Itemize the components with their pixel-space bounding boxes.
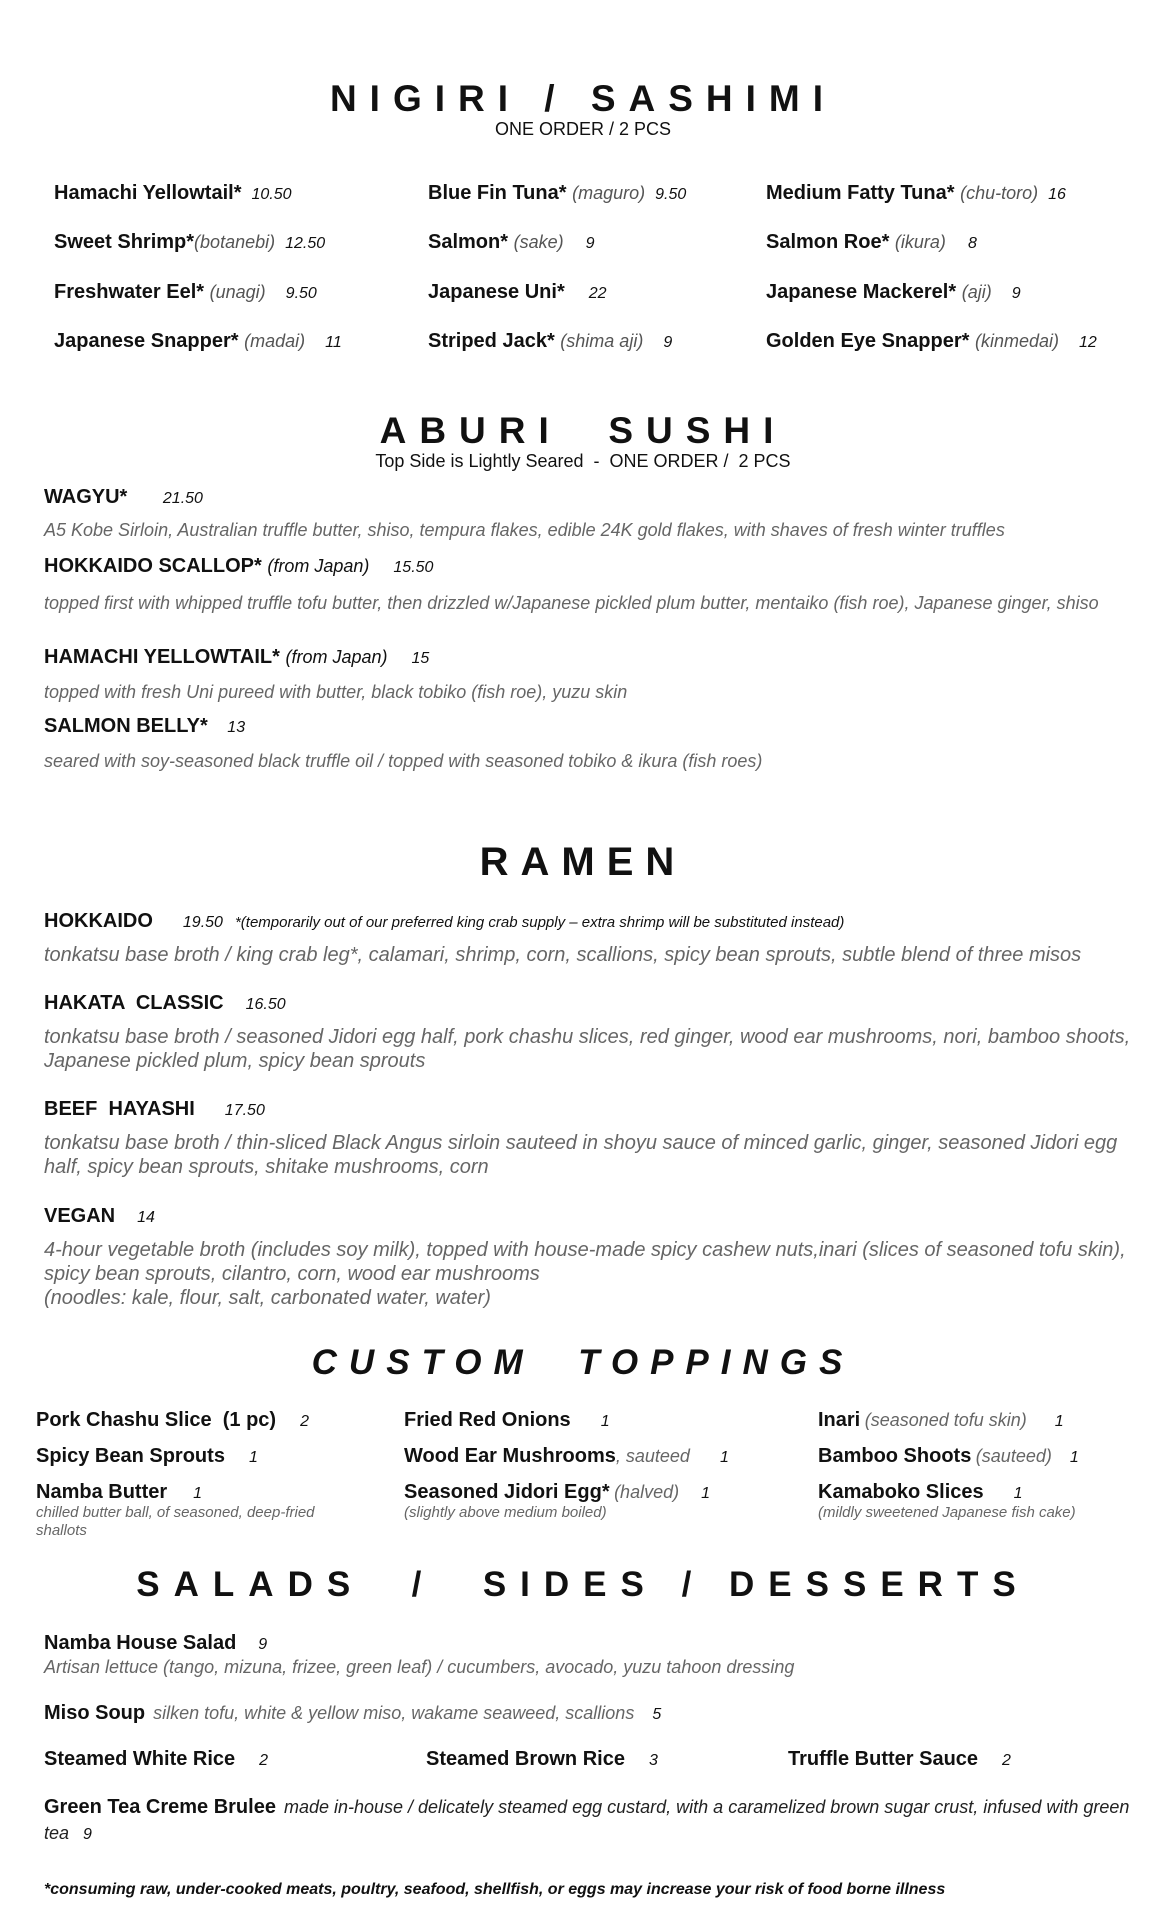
nigiri-item: Medium Fatty Tuna* (chu-toro) 16 bbox=[766, 182, 1066, 204]
topping-item: Inari (seasoned tofu skin) 1 bbox=[818, 1409, 1064, 1431]
topping-item: Bamboo Shoots (sauteed) 1 bbox=[818, 1445, 1079, 1467]
nigiri-item: Sweet Shrimp*(botanebi) 12.50 bbox=[54, 231, 326, 253]
topping-item: Kamaboko Slices 1 (mildly sweetened Japanese fish cake) bbox=[818, 1481, 1076, 1521]
dessert-item: Green Tea Creme Brulee made in-house / delicately steamed egg custard, with a caramelized brown sugar crust, infused with green tea 9 bbox=[44, 1796, 1130, 1843]
aburi-title: ABURI SUSHI bbox=[379, 410, 787, 451]
food-warning: *consuming raw, under-cooked meats, poultry, seafood, shellfish, or eggs may increase your risk of food borne illness bbox=[44, 1881, 946, 1898]
ramen-item: HOKKAIDO 19.50 *(temporarily out of our preferred king crab supply – extra shrimp will be substituted instead) tonkatsu base broth / king crab leg*, calamari, shrimp, corn, scallions, spicy bean sprouts, subtle blend of three misos bbox=[44, 910, 1082, 966]
ramen-title: RAMEN bbox=[479, 840, 687, 884]
topping-item: Namba Butter 1 chilled butter ball, of seasoned, deep-fried shallots bbox=[36, 1481, 315, 1539]
aburi-item: SALMON BELLY* 13 seared with soy-seasoned black truffle oil / topped with seasoned tobiko & ikura (fish roes) bbox=[44, 715, 763, 771]
nigiri-item: Japanese Uni* 22 bbox=[428, 281, 607, 303]
aburi-item: HOKKAIDO SCALLOP* (from Japan) 15.50 topped first with whipped truffle tofu butter, then drizzled w/Japanese pickled plum butter, mentaiko (fish roe), Japanese ginger, shiso bbox=[44, 555, 1099, 613]
nigiri-item: Freshwater Eel* (unagi) 9.50 bbox=[54, 281, 317, 303]
side-item: Steamed White Rice 2 bbox=[44, 1748, 269, 1770]
aburi-item: WAGYU* 21.50 A5 Kobe Sirloin, Australian truffle butter, shiso, tempura flakes, edible 24K gold flakes, with shaves of fresh winter truffles bbox=[44, 486, 1005, 540]
sides-title: SALADS / SIDES / DESSERTS bbox=[136, 1565, 1030, 1604]
miso-item: Miso Soup silken tofu, white & yellow miso, wakame seaweed, scallions 5 bbox=[44, 1702, 662, 1724]
topping-item: Seasoned Jidori Egg* (halved) 1 (slightly above medium boiled) bbox=[404, 1481, 710, 1521]
topping-item: Wood Ear Mushrooms, sauteed 1 bbox=[404, 1445, 729, 1467]
side-item: Steamed Brown Rice 3 bbox=[426, 1748, 658, 1770]
nigiri-subtitle: ONE ORDER / 2 PCS bbox=[494, 119, 672, 139]
nigiri-item: Striped Jack* (shima aji) 9 bbox=[428, 330, 673, 352]
nigiri-item: Japanese Mackerel* (aji) 9 bbox=[766, 281, 1021, 303]
nigiri-item: Golden Eye Snapper* (kinmedai) 12 bbox=[766, 330, 1097, 352]
nigiri-item: Japanese Snapper* (madai) 11 bbox=[54, 330, 342, 352]
aburi-subtitle: Top Side is Lightly Seared - ONE ORDER / 2 PCS bbox=[375, 451, 791, 471]
nigiri-title: NIGIRI / SASHIMI bbox=[329, 78, 837, 119]
salad-item: Namba House Salad 9 Artisan lettuce (tango, mizuna, frizee, green leaf) / cucumbers, avocado, yuzu tahoon dressing bbox=[44, 1632, 795, 1677]
topping-item: Spicy Bean Sprouts 1 bbox=[36, 1445, 258, 1467]
ramen-item: VEGAN 14 4-hour vegetable broth (includes soy milk), topped with house-made spicy cashew nuts,inari (slices of seasoned tofu skin), spicy bean sprouts, cilantro, corn, wood ear mushrooms (noodles: kale, flour, salt, carbonated water, water) bbox=[44, 1205, 1126, 1309]
nigiri-item: Blue Fin Tuna* (maguro) 9.50 bbox=[428, 182, 687, 204]
ramen-item: HAKATA CLASSIC 16.50 tonkatsu base broth / seasoned Jidori egg half, pork chashu slices, red ginger, wood ear mushrooms, nori, bamboo shoots, Japanese pickled plum, spicy bean sprouts bbox=[44, 992, 1131, 1072]
topping-item: Pork Chashu Slice (1 pc) 2 bbox=[36, 1409, 309, 1431]
side-item: Truffle Butter Sauce 2 bbox=[788, 1748, 1011, 1770]
toppings-title: CUSTOM TOPPINGS bbox=[311, 1343, 855, 1382]
topping-item: Fried Red Onions 1 bbox=[404, 1409, 610, 1431]
nigiri-item: Salmon Roe* (ikura) 8 bbox=[766, 231, 977, 253]
aburi-item: HAMACHI YELLOWTAIL* (from Japan) 15 topped with fresh Uni pureed with butter, black tobiko (fish roe), yuzu skin bbox=[44, 646, 628, 702]
ramen-item: BEEF HAYASHI 17.50 tonkatsu base broth / thin-sliced Black Angus sirloin sauteed in shoyu sauce of minced garlic, ginger, seasoned Jidori egg half, spicy bean sprouts, shitake mushrooms, corn bbox=[44, 1098, 1118, 1178]
nigiri-item: Salmon* (sake) 9 bbox=[428, 231, 595, 253]
nigiri-item: Hamachi Yellowtail* 10.50 bbox=[54, 182, 292, 204]
